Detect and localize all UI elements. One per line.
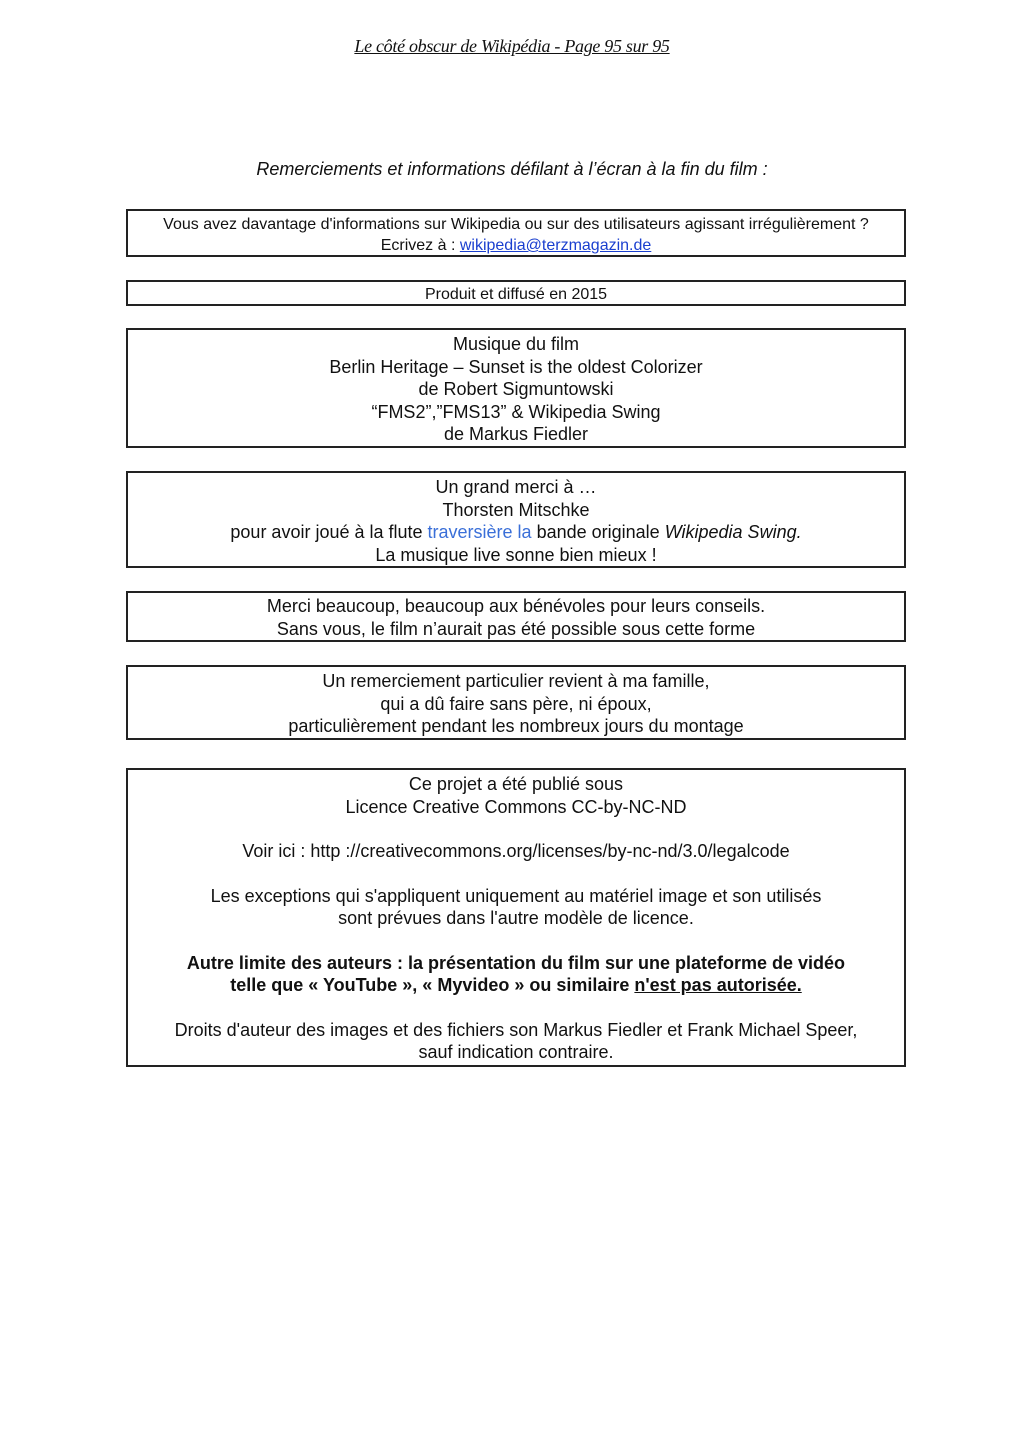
music-line: de Robert Sigmuntowski (418, 379, 614, 399)
page-header: Le côté obscur de Wikipédia - Page 95 sur 95 (354, 36, 670, 56)
info-box (126, 209, 906, 257)
license-line: sont prévues dans l'autre modèle de licence. (338, 908, 694, 928)
info-write-label: Ecrivez à : (380, 237, 460, 254)
thanks-text: bande originale (531, 522, 665, 542)
produced-box (126, 280, 906, 306)
license-url: Voir ici : http ://creativecommons.org/licenses/by-nc-nd/3.0/legalcode (242, 841, 790, 861)
license-line: sauf indication contraire. (418, 1042, 614, 1062)
music-line: Berlin Heritage – Sunset is the oldest Colorizer (329, 356, 703, 377)
thanks-line: Thorsten Mitschke (442, 499, 590, 520)
family-box (126, 665, 906, 740)
thanks-text: pour avoir joué à la flute (230, 522, 428, 542)
volunteers-box (126, 591, 906, 642)
thanks-highlight: traversière la (427, 522, 532, 542)
family-line: Un remerciement particulier revient à ma famille, (322, 671, 710, 691)
license-box (126, 768, 906, 1067)
license-restriction: Autre limite des auteurs : la présentation du film sur une plateforme de vidéo (186, 952, 846, 973)
thanks-line: La musique live sonne bien mieux ! (375, 544, 657, 565)
license-not-allowed: n'est pas autorisée. (634, 975, 802, 995)
volunteers-line: Merci beaucoup, beaucoup aux bénévoles pour leurs conseils. (266, 596, 766, 616)
thanks-line: Un grand merci à … (435, 477, 597, 497)
music-line: de Markus Fiedler (443, 424, 589, 444)
license-line: Droits d'auteur des images et des fichiers son Markus Fiedler et Frank Michael Speer, (174, 1019, 858, 1040)
music-line: “FMS2”,”FMS13” & Wikipedia Swing (371, 401, 661, 422)
credits-subtitle: Remerciements et informations défilant à l’écran à la fin du film : (256, 159, 768, 179)
music-box (126, 328, 906, 448)
family-line: qui a dû faire sans père, ni époux, (380, 693, 652, 714)
email-link[interactable]: wikipedia@terzmagazin.de (459, 237, 652, 254)
license-line: Ce projet a été publié sous (408, 774, 624, 794)
thanks-title: Wikipedia Swing. (664, 522, 802, 542)
music-line: Musique du film (452, 334, 580, 354)
info-line: Vous avez davantage d'informations sur Wikipedia ou sur des utilisateurs agissant irrégulièrement ? (163, 216, 869, 233)
thanks-box (126, 471, 906, 568)
produced-text: Produit et diffusé en 2015 (424, 286, 608, 303)
license-line: Licence Creative Commons CC-by-NC-ND (345, 796, 687, 817)
volunteers-line: Sans vous, le film n’aurait pas été possible sous cette forme (276, 618, 756, 639)
license-line: Les exceptions qui s'appliquent uniquement au matériel image et son utilisés (210, 885, 822, 906)
family-line: particulièrement pendant les nombreux jours du montage (288, 716, 744, 736)
license-restriction: telle que « YouTube », « Myvideo » ou similaire (230, 975, 635, 995)
